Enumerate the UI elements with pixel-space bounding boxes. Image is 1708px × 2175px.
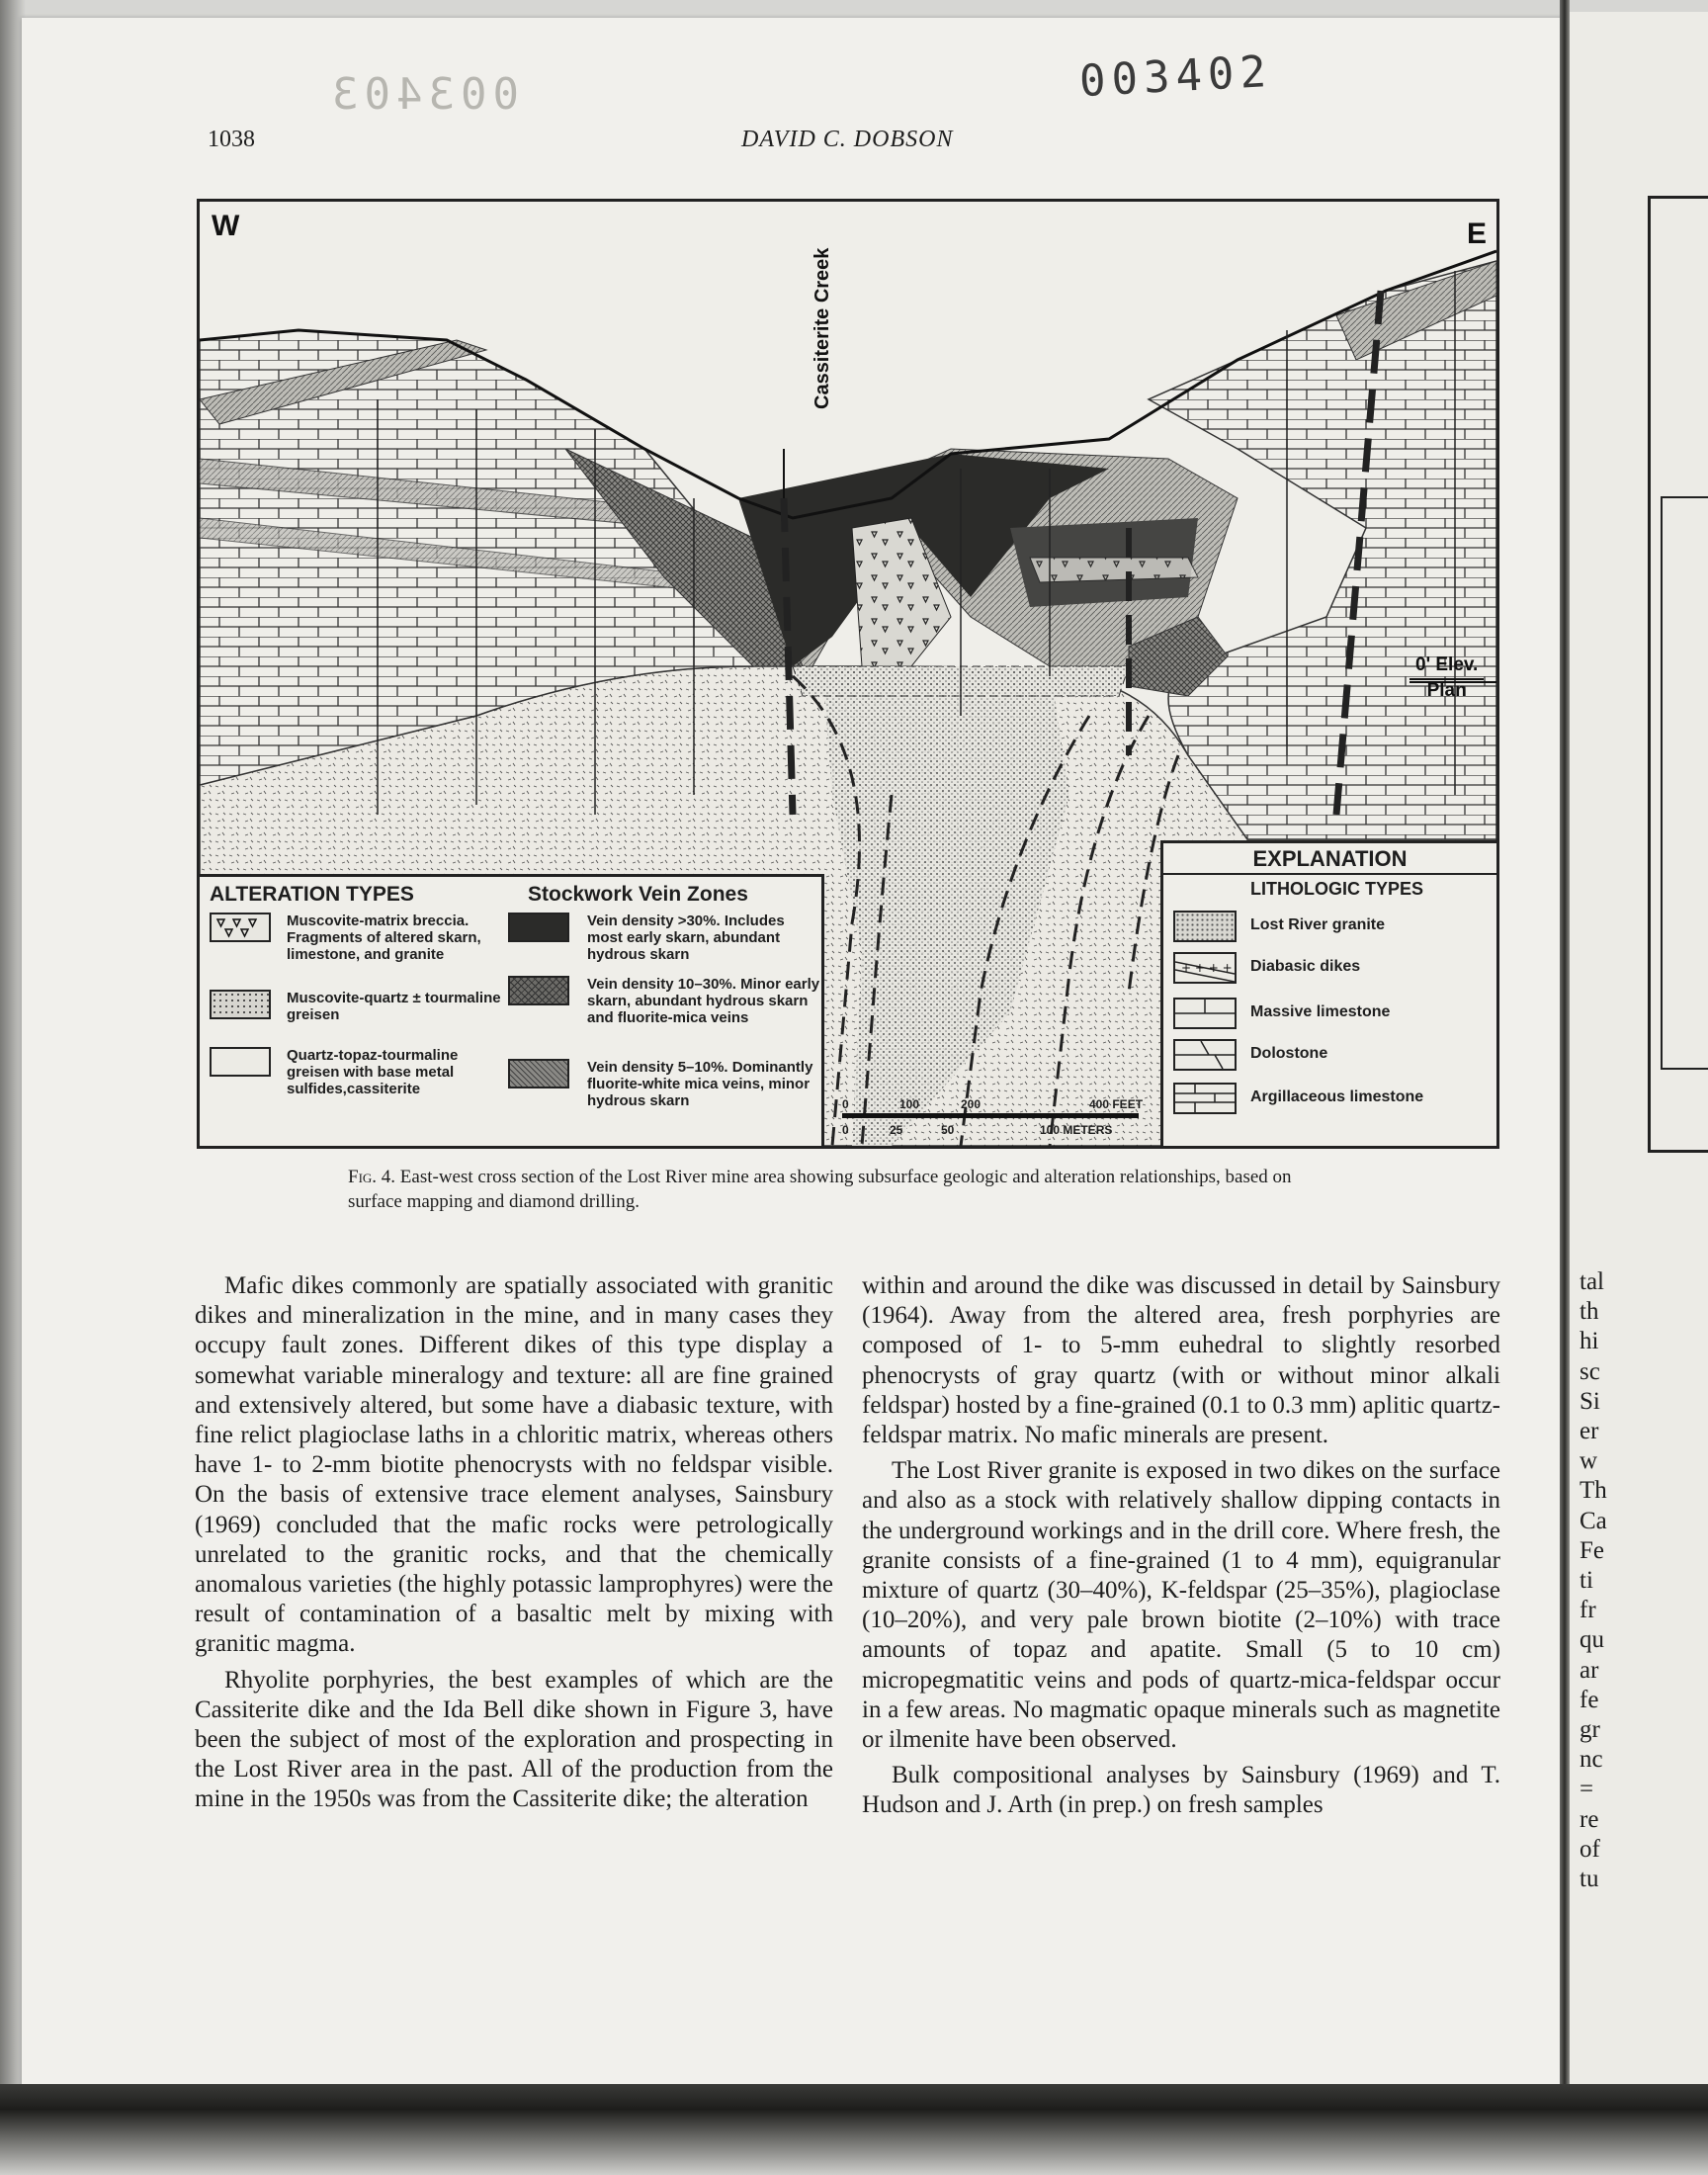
elevation-text: 0' Elev. (1409, 654, 1484, 680)
stockwork-item-dense: Vein density >30%. Includes most early skarn, abundant hydrous skarn (587, 913, 785, 963)
paragraph-bulk-composition: Bulk compositional analyses by Sainsbury (1969) and T. Hudson and J. Arth (in prep.) on fresh samples (862, 1762, 1500, 1819)
caption-label: Fig. 4. (348, 1167, 396, 1187)
breccia-swatch (210, 913, 271, 942)
east-label: E (1466, 218, 1487, 250)
scale-feet-200: 200 (961, 1097, 982, 1111)
alteration-item-greisen: Muscovite-quartz ± tourmaline greisen (287, 990, 501, 1023)
book-spine (1560, 0, 1570, 2096)
explanation-legend (1160, 840, 1496, 1149)
argillaceous-limestone-swatch (1173, 1083, 1237, 1114)
paragraph-mafic-dikes: Mafic dikes commonly are spatially associated with granitic dikes and mineralization in the mine, and in many cases they occupy fault zones. Different dikes of this type display a somewhat variable mineralogy and texture: all are fine grained and extensively altered, but some have a diabasic texture, with fine relict plagioclase laths in a chloritic matrix, whereas others have 1- to 2-mm biotite phenocrysts with no feldspar visible. On the basis of extensive trace element analyses, Sainsbury (1969) concluded that the mafic rocks were petrologically unrelated to the granitic rocks, and that the chemically anomalous varieties (the highly potassic lamprophyres) were the result of contamination of a basaltic melt by mixing with granitic magma. (195, 1272, 833, 1658)
fragment: Si (1580, 1387, 1600, 1415)
fragment: of (1580, 1835, 1600, 1863)
body-column-left (195, 1271, 833, 1821)
lith-argillaceous-limestone: Argillaceous limestone (1250, 1088, 1424, 1105)
running-head-author: DAVID C. DOBSON (741, 127, 954, 152)
fragment: nc (1580, 1746, 1603, 1774)
vein-medium-swatch (508, 976, 569, 1005)
fragment: ar (1580, 1656, 1599, 1684)
lith-dolostone: Dolostone (1250, 1045, 1328, 1062)
topaz-greisen-swatch (210, 1047, 271, 1077)
fragment: er (1580, 1418, 1599, 1445)
argillaceous-limestone-swatch-pattern (1175, 1085, 1235, 1112)
fragment: Ca (1580, 1507, 1607, 1534)
scale-bar-line (842, 1113, 1139, 1118)
elevation-label (1409, 654, 1484, 702)
lithologic-title: LITHOLOGIC TYPES (1250, 879, 1424, 899)
scale-feet-400: 400 FEET (1089, 1097, 1144, 1111)
scale-feet-0: 0 (842, 1097, 849, 1111)
scale-m-50: 50 (941, 1123, 955, 1137)
fragment: Fe (1580, 1536, 1604, 1564)
alteration-title: ALTERATION TYPES (210, 883, 414, 906)
paragraph-rhyolite: Rhyolite porphyries, the best examples of which are the Cassiterite dike and the Ida Bell dike shown in Figure 3, have been the subject of most of the exploration and prospecting in the Lost River area in the past. All of the production from the mine in the 1950s was from the Cassiterite dike; the alteration (195, 1666, 833, 1813)
vein-dense-swatch (508, 913, 569, 942)
fragment: gr (1580, 1716, 1600, 1744)
fragment: tal (1580, 1268, 1604, 1295)
fragment: ti (1580, 1567, 1593, 1595)
alteration-legend (200, 874, 824, 1149)
fragment: Th (1580, 1477, 1607, 1505)
scale-m-0: 0 (842, 1123, 849, 1137)
fragment: = (1580, 1776, 1594, 1803)
diabase-swatch-pattern (1175, 954, 1235, 982)
figure-caption (348, 1165, 1336, 1214)
fragment: fe (1580, 1686, 1599, 1713)
granite-swatch (1173, 911, 1237, 942)
alteration-item-topaz-greisen: Quartz-topaz-tourmaline greisen with base metal sulfides,cassiterite (287, 1047, 459, 1097)
scan-bottom-shadow (0, 2084, 1708, 2175)
fragment: re (1580, 1805, 1599, 1833)
fragment: hi (1580, 1328, 1599, 1355)
svg-text:+ + + +: + + + + (1181, 961, 1233, 975)
scale-feet-100: 100 (899, 1097, 920, 1111)
west-label: W (212, 210, 240, 242)
fragment: th (1580, 1298, 1599, 1326)
body-column-right (862, 1271, 1500, 1827)
greisen-swatch (210, 990, 271, 1019)
plan-text: Plan (1426, 680, 1467, 701)
fragment: tu (1580, 1866, 1599, 1893)
alteration-item-breccia: Muscovite-matrix breccia. Fragments of altered skarn, limestone, and granite (287, 913, 481, 963)
fragment: qu (1580, 1626, 1604, 1654)
scale-m-25: 25 (890, 1123, 903, 1137)
page-number: 1038 (208, 127, 255, 152)
paragraph-lost-river-granite: The Lost River granite is exposed in two dikes on the surface and also as a stock with relatively shallow dipping contacts in the underground workings and in the drill core. Where fresh, the granite consists of a fine-grained (1 to 4 mm), equigranular mixture of quartz (30–40%), K-feldspar (25–35%), plagioclase (10–20%), and very pale brown biotite (2–10%) with trace amounts of topaz and apatite. Small (5 to 10 cm) micropegmatitic veins and pods of quartz-mica-feldspar occur in a few areas. No magmatic opaque minerals such as magnetite or ilmenite have been observed. (862, 1457, 1500, 1754)
diabase-swatch (1173, 952, 1237, 984)
caption-text: East-west cross section of the Lost River mine area showing subsurface geologic and alteration relationships, based on surface mapping and diamond drilling. (348, 1167, 1292, 1212)
stockwork-title: Stockwork Vein Zones (528, 883, 748, 906)
massive-limestone-swatch-pattern (1175, 1000, 1235, 1027)
scale-bar (842, 1097, 1153, 1149)
vein-low-swatch (508, 1059, 569, 1088)
paragraph-dike-alteration: within and around the dike was discussed in detail by Sainsbury (1964). Away from the altered area, fresh porphyries are composed of 1- to 5-mm euhedral to slightly resorbed phenocrysts of gray quartz (with or without minor alkali feldspar) hosted by a fine-grained (0.1 to 0.3 mm) aplitic quartz-feldspar matrix. No mafic minerals are present. (862, 1272, 1500, 1449)
facing-page-legend-frame (1661, 496, 1708, 1070)
bleed-through-stamp: 003403 (326, 69, 519, 120)
lith-diabase: Diabasic dikes (1250, 958, 1361, 975)
fragment: sc (1580, 1357, 1600, 1385)
breccia-swatch-pattern (212, 914, 269, 940)
dolostone-swatch (1173, 1039, 1237, 1071)
document-number-stamp: 003402 (1077, 45, 1274, 108)
creek-label: Cassiterite Creek (811, 247, 833, 409)
stockwork-item-medium: Vein density 10–30%. Minor early skarn, abundant hydrous skarn and fluorite-mica veins (587, 976, 820, 1026)
lith-granite: Lost River granite (1250, 916, 1386, 933)
lith-massive-limestone: Massive limestone (1250, 1003, 1391, 1020)
fragment: fr (1580, 1597, 1596, 1624)
scale-m-100: 100 METERS (1040, 1123, 1113, 1137)
fragment: w (1580, 1447, 1598, 1475)
facing-page-text-fragments (1580, 1267, 1619, 1894)
massive-limestone-swatch (1173, 998, 1237, 1029)
dolostone-swatch-pattern (1175, 1041, 1235, 1069)
explanation-title: EXPLANATION (1163, 843, 1496, 875)
stockwork-item-low: Vein density 5–10%. Dominantly fluorite-white mica veins, minor hydrous skarn (587, 1059, 813, 1109)
cross-section-figure (197, 199, 1499, 1149)
